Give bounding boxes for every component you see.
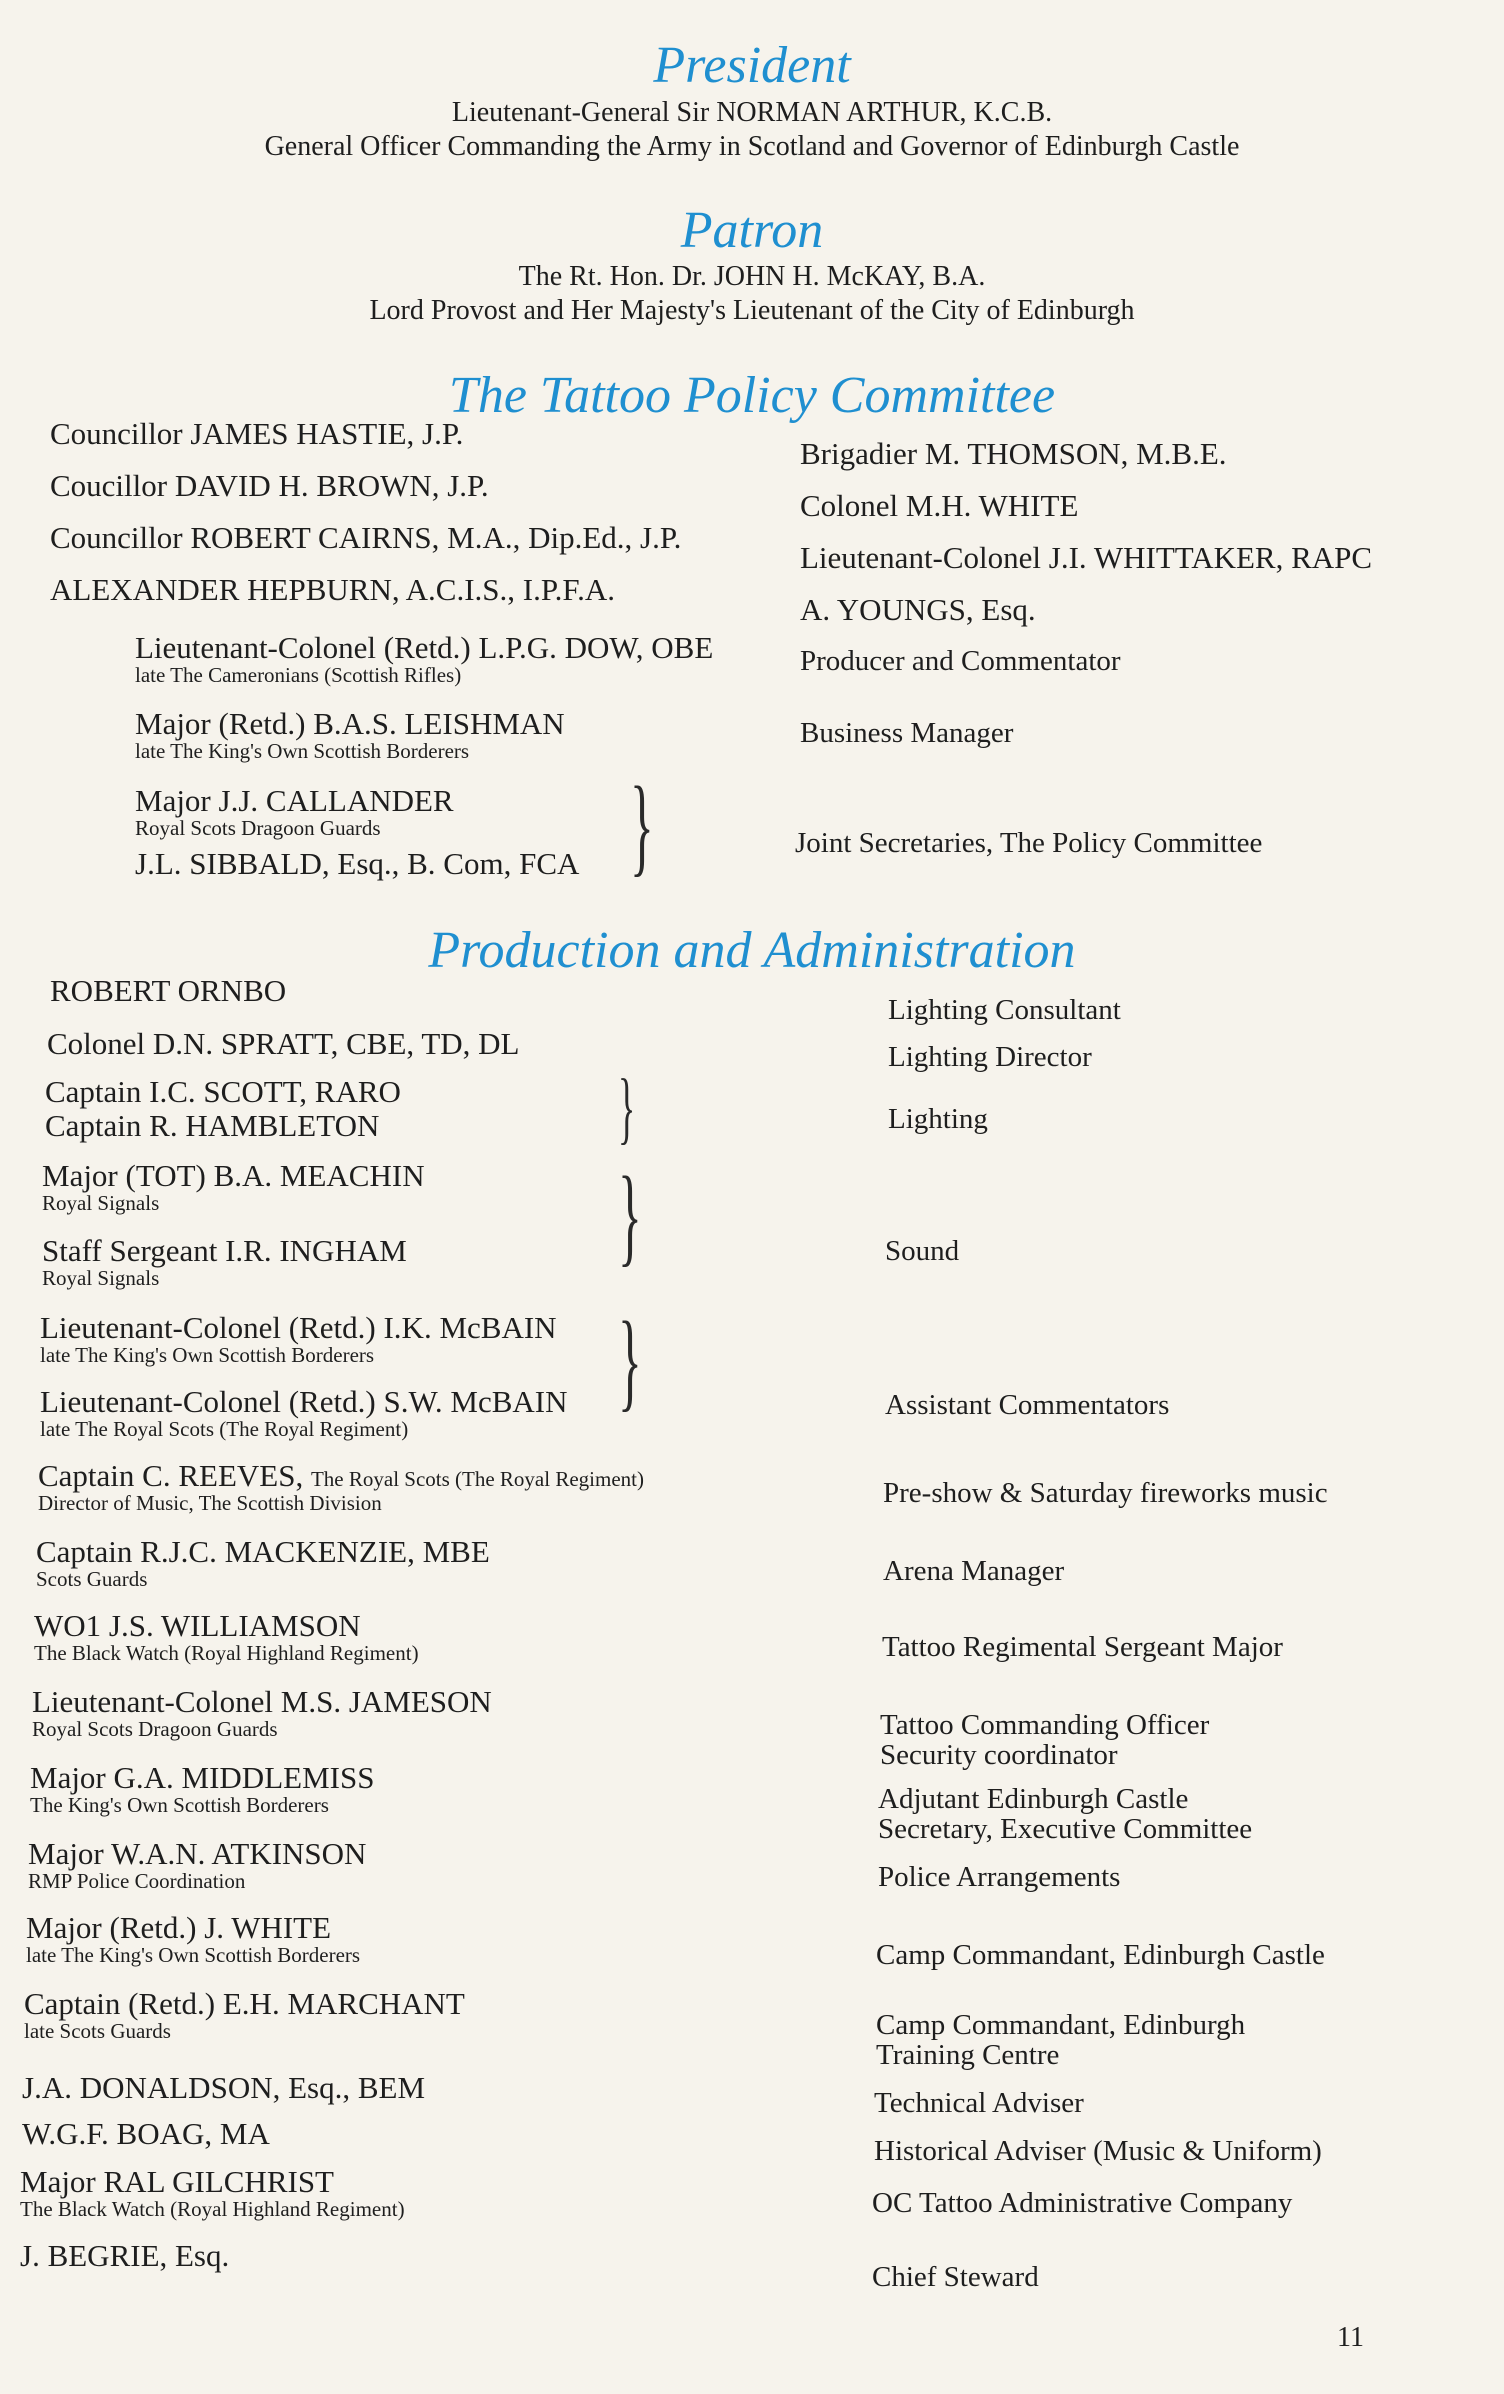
production-person: Major (Retd.) J. WHITE late The King's Own Scottish Borderers: [26, 1910, 361, 1967]
policy-member: Lieutenant-Colonel J.I. WHITTAKER, RAPC: [800, 540, 1373, 575]
production-person: Major G.A. MIDDLEMISS The King's Own Scottish Borderers: [30, 1760, 375, 1817]
production-role: Camp Commandant, Edinburgh Castle: [876, 1939, 1325, 1971]
production-person: J.A. DONALDSON, Esq., BEM: [22, 2070, 426, 2105]
patron-title: Lord Provost and Her Majesty's Lieutenant of the City of Edinburgh: [369, 295, 1135, 326]
production-role: Arena Manager: [883, 1555, 1065, 1587]
production-role: Pre-show & Saturday fireworks music: [883, 1477, 1328, 1509]
production-role: Tattoo Commanding Officer Security coordinator: [880, 1709, 1210, 1772]
policy-member: ALEXANDER HEPBURN, A.C.I.S., I.P.F.A.: [50, 572, 616, 607]
policy-officer: Major (Retd.) B.A.S. LEISHMAN late The King's Own Scottish Borderers: [135, 706, 565, 763]
policy-officer-role: Producer and Commentator: [800, 645, 1121, 677]
president-name: Lieutenant-General Sir NORMAN ARTHUR, K.C.B.: [451, 97, 1053, 128]
production-person: W.G.F. BOAG, MA: [22, 2116, 270, 2151]
policy-officer: J.L. SIBBALD, Esq., B. Com, FCA: [135, 846, 580, 881]
production-person: Colonel D.N. SPRATT, CBE, TD, DL: [47, 1026, 520, 1061]
policy-member: Colonel M.H. WHITE: [800, 488, 1079, 523]
production-role: Tattoo Regimental Sergeant Major: [882, 1631, 1283, 1663]
policy-officer: Major J.J. CALLANDER Royal Scots Dragoon Guards: [135, 783, 454, 840]
production-role: Historical Adviser (Music & Uniform): [874, 2135, 1322, 2167]
patron-heading: Patron: [680, 202, 824, 259]
policy-officer-role: Business Manager: [800, 717, 1014, 749]
production-person: Major RAL GILCHRIST The Black Watch (Royal Highland Regiment): [20, 2164, 405, 2221]
production-person: Captain R.J.C. MACKENZIE, MBE Scots Guards: [36, 1534, 490, 1591]
production-person: Major (TOT) B.A. MEACHIN Royal Signals: [42, 1158, 425, 1215]
production-role: Adjutant Edinburgh Castle Secretary, Executive Committee: [878, 1783, 1253, 1846]
production-person: Captain (Retd.) E.H. MARCHANT late Scots Guards: [24, 1986, 465, 2043]
policy-officer: Lieutenant-Colonel (Retd.) L.P.G. DOW, OBE late The Cameronians (Scottish Rifles): [135, 630, 714, 687]
production-person: Captain I.C. SCOTT, RARO: [45, 1074, 401, 1109]
production-person: WO1 J.S. WILLIAMSON The Black Watch (Royal Highland Regiment): [34, 1608, 419, 1665]
president-heading: President: [653, 37, 851, 94]
brace-icon: }: [618, 1299, 642, 1421]
policy-member: A. YOUNGS, Esq.: [800, 592, 1036, 627]
production-person: ROBERT ORNBO: [50, 973, 287, 1008]
policy-heading: The Tattoo Policy Committee: [448, 367, 1056, 424]
production-heading: Production and Administration: [428, 922, 1076, 979]
production-role: Lighting Consultant: [888, 994, 1121, 1026]
production-role: Lighting: [888, 1103, 988, 1135]
production-role: OC Tattoo Administrative Company: [872, 2187, 1293, 2219]
policy-member: Councillor ROBERT CAIRNS, M.A., Dip.Ed., J.P.: [50, 520, 682, 555]
brace-icon: }: [630, 764, 654, 886]
production-person: Lieutenant-Colonel (Retd.) S.W. McBAIN late The Royal Scots (The Royal Regiment): [40, 1384, 568, 1441]
production-person: Captain R. HAMBLETON: [45, 1108, 380, 1143]
production-person: Staff Sergeant I.R. INGHAM Royal Signals: [42, 1233, 407, 1290]
production-role: Sound: [885, 1235, 960, 1267]
policy-member: Brigadier M. THOMSON, M.B.E.: [800, 436, 1227, 471]
production-role: Camp Commandant, Edinburgh Training Centre: [876, 2009, 1246, 2072]
production-person: Captain C. REEVES, The Royal Scots (The Royal Regiment) Director of Music, The Scottish Division: [38, 1458, 644, 1515]
production-role: Technical Adviser: [874, 2087, 1084, 2119]
page-number: 11: [1337, 2322, 1364, 2353]
production-role: Police Arrangements: [878, 1861, 1121, 1893]
production-person: Lieutenant-Colonel M.S. JAMESON Royal Scots Dragoon Guards: [32, 1684, 492, 1741]
production-role: Assistant Commentators: [885, 1389, 1170, 1421]
production-person: J. BEGRIE, Esq.: [20, 2238, 230, 2273]
brace-icon: }: [618, 1064, 636, 1152]
president-title: General Officer Commanding the Army in Scotland and Governor of Edinburgh Castle: [264, 131, 1240, 162]
policy-member: Coucillor DAVID H. BROWN, J.P.: [50, 468, 489, 503]
policy-officer-role: Joint Secretaries, The Policy Committee: [795, 827, 1263, 859]
production-role: Lighting Director: [888, 1041, 1092, 1073]
patron-name: The Rt. Hon. Dr. JOHN H. McKAY, B.A.: [518, 261, 986, 292]
policy-member: Councillor JAMES HASTIE, J.P.: [50, 416, 464, 451]
production-role: Chief Steward: [872, 2261, 1039, 2293]
production-person: Lieutenant-Colonel (Retd.) I.K. McBAIN late The King's Own Scottish Borderers: [40, 1310, 557, 1367]
production-person: Major W.A.N. ATKINSON RMP Police Coordination: [28, 1836, 367, 1893]
brace-icon: }: [618, 1154, 642, 1276]
